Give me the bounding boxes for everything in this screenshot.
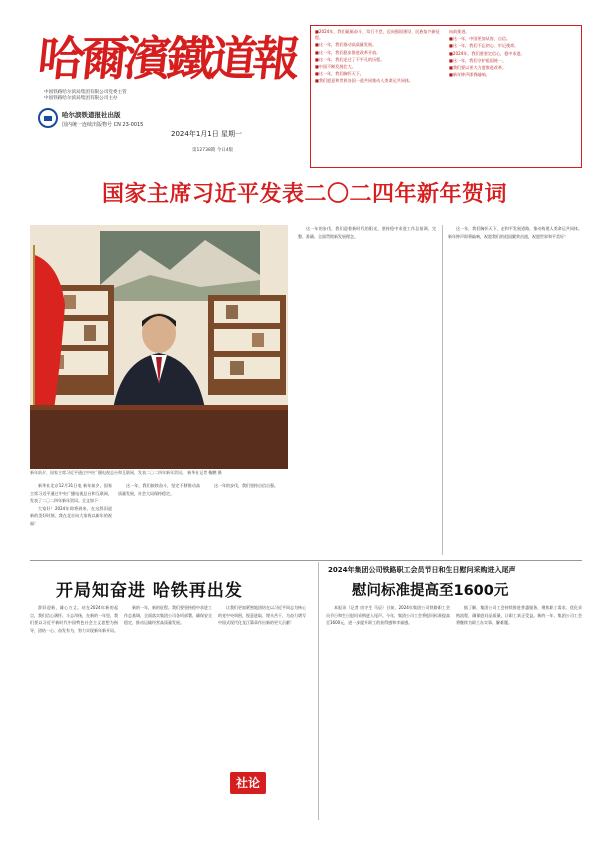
article-paragraph: 这一年的步伐，我们迎着新时代的阳光，坚持稳中求进工作总基调，完整、准确、全面贯彻新发展理念。 <box>298 226 436 239</box>
highlight-item: ■这一年，我们不忘初心、牢记使命。 <box>449 43 519 49</box>
highlight-item: ■中国不断发展壮大。 <box>315 64 356 70</box>
article-lead: 新华社北京12月31日电 新年前夕，国家主席习近平通过中央广播电视总台和互联网，发表了二〇二四年新年贺词。全文如下： <box>30 483 112 503</box>
serial-number: 国内统一连续出版物号 CN 23-0015 <box>62 122 144 128</box>
section-divider <box>30 560 582 561</box>
editorial-paragraph: 让我们更加紧密地团结在以习近平同志为核心的党中央周围，锐意进取、埋头苦干，为奋力谱写中国式现代化龙江篇章作出新的更大贡献！ <box>218 605 306 625</box>
article-right-column-1 <box>298 225 436 555</box>
highlight-item: ■这一年，中国更加从容、自信。 <box>449 36 511 42</box>
speech-highlights-box <box>310 25 582 168</box>
issue-date: 2024年1月1日 星期一 <box>171 130 242 138</box>
highlight-item: ■新年钟声即将敲响。 <box>449 72 490 78</box>
article-paragraph: 这一年的步伐，我们坚持自信自强。 <box>214 483 278 488</box>
editorial-stamp: 社论 <box>230 772 266 794</box>
highlight-item: ■这一年，我们稳步推进改革开放。 <box>315 49 381 55</box>
masthead-sponsor-line-2: 中国铁路哈尔滨局集团有限公司主办 <box>44 96 118 101</box>
news-column-1 <box>326 604 450 819</box>
highlights-left-column <box>315 29 443 164</box>
highlight-item: ■这一年，我们守护祖国统一。 <box>449 57 507 63</box>
masthead <box>35 30 308 180</box>
main-headline: 国家主席习近平发表二〇二四年新年贺词 <box>101 182 507 207</box>
article-right-column-2 <box>448 225 582 555</box>
article-lead-column <box>30 482 112 552</box>
column-divider <box>318 562 319 820</box>
highlight-item: ■2024年，我们砥砺奋斗、笃行不怠，迈向强国建设、民族复兴新征程。 <box>315 29 440 41</box>
masthead-title: 哈爾濱鐵道報 <box>35 32 299 87</box>
editorial-paragraph: 辞旧迎新，雄心万丈。站在2024年新的起点，我们信心满怀、斗志昂扬，在新的一年里，我们要以习近平新时代中国特色社会主义思想为指导，团结一心、奋发有为，努力实现新年新开局。 <box>30 605 118 633</box>
highlight-item: ■我们愿意和世界各国一道共同推动人类命运共同体。 <box>315 78 414 84</box>
highlight-item: ■2024年，我们要坚定信心，稳中求进。 <box>449 50 525 56</box>
highlights-right-column <box>449 29 577 164</box>
highlight-item: ■这一年，我们胸怀天下。 <box>315 71 364 77</box>
main-photo <box>30 225 288 469</box>
editorial-column-1 <box>30 604 118 819</box>
editorial-column-3 <box>218 604 306 764</box>
highlight-item: ■这一年，我们推动高质量发展。 <box>315 42 377 48</box>
article-column-right <box>206 482 288 552</box>
news-title: 慰问标准提高至1600元 <box>352 583 509 599</box>
news-paragraph: 据了解，集团公司工会持续推进普惠服务，聚焦职工需求，优化采购流程，确保慰问品质量，让职工真正受益。新的一年，集团公司工会将继续为职工办实事、解难题。 <box>456 605 582 625</box>
news-kicker: 2024年集团公司铁路职工会员节日和生日慰问采购进入尾声 <box>328 566 516 574</box>
highlight-item: ■我们要以更大力度推进改革。 <box>449 65 507 71</box>
railway-logo-icon <box>38 108 58 128</box>
article-paragraph: 这一年，我们胸怀天下，走和平发展道路，推动构建人类命运共同体。新年钟声即将敲响，祝愿我们的祖国繁荣昌盛，祝愿世界和平美好！ <box>448 226 582 239</box>
issue-number: 第12738期 今日4版 <box>192 148 234 153</box>
news-column-2 <box>456 604 582 819</box>
new-year-address-photo <box>30 225 288 469</box>
article-paragraph: 大家好！2024年即将到来，在这辞旧迎新的美好时刻，我在北京向大家致以新年的祝福！ <box>30 505 112 526</box>
news-paragraph: 本报讯（记者 房守生 马辰）日前，2024年集团公司铁路职工会员节日和生日慰问采购进入尾声。今年，集团公司工会将慰问标准提高至1600元，进一步提升职工的获得感和幸福感。 <box>326 605 450 625</box>
editorial-title: 开局知奋进 哈铁再出发 <box>56 581 243 601</box>
photo-caption: 新年前夕，国家主席习近平通过中央广播电视总台和互联网，发表二〇二四年新年贺词。 新华社记者 鞠鹏 摄 <box>30 470 222 475</box>
article-paragraph: 这一年，我们接续奋斗，坚定不移推动高质量发展，社会大局保持稳定。 <box>118 483 200 496</box>
article-column-middle <box>118 482 200 552</box>
masthead-sponsor <box>44 90 127 102</box>
editorial-paragraph: 新的一年，新的征程。我们要坚持稳中求进工作总基调，全面落实集团公司各项部署，确保安全稳定，推动运输经营高质量发展。 <box>124 605 212 625</box>
highlight-item: ■这一年，我们走过了不平凡的历程。 <box>315 56 385 62</box>
column-divider <box>442 225 443 555</box>
publisher: 哈尔滨铁道报社出版 <box>62 111 121 119</box>
editorial-column-2 <box>124 604 212 819</box>
highlight-item: 向前推进。 <box>449 29 470 34</box>
masthead-sponsor-line-1: 中国铁路哈尔滨局集团有限公司党委主管 <box>44 90 127 95</box>
